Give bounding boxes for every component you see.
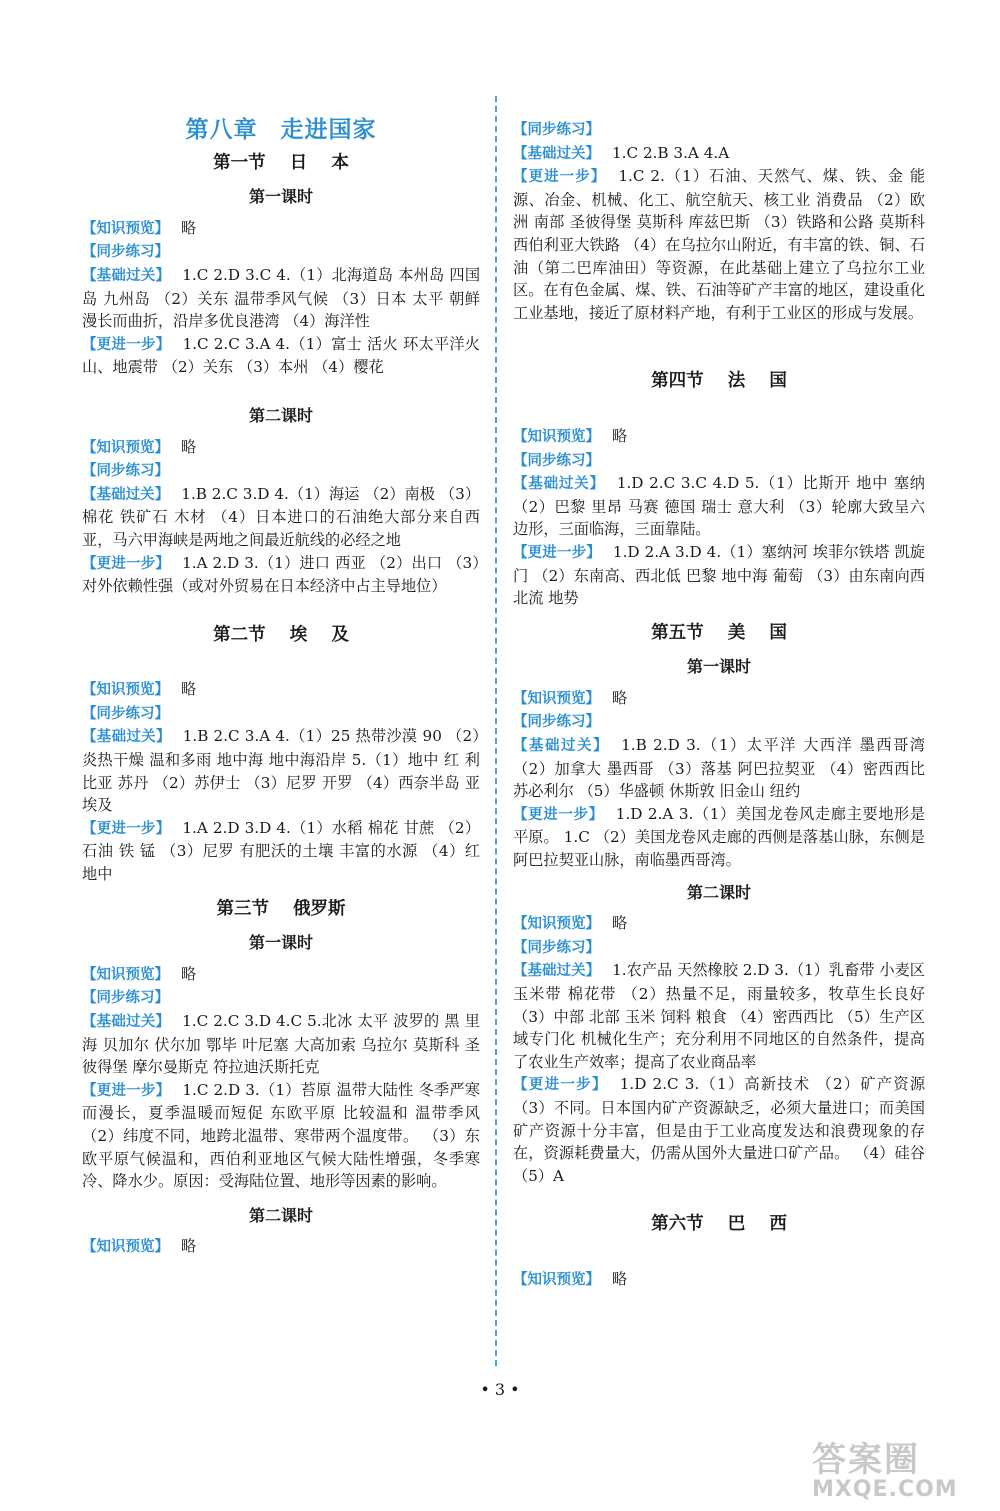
sync-tag: 【同步练习】 [513, 452, 600, 469]
further-tag: 【更进一步】 [513, 806, 604, 823]
right-column: 【同步练习】 【基础过关】 1.C 2.B 3.A 4.A 【更进一步】 1.C 2.（1）石油、天然气、煤、铁、金 能源、冶金、机械、化工、航空航天、核工业 消费品 （2）欧洲 南部 圣彼得堡 莫斯科 库兹巴斯 （3）铁路和公路 莫斯科 西伯利亚大铁路 （4）在乌拉尔山附近，有丰富的铁、铜、石油（第二巴库油田）等资源，在此基础上建立了乌拉尔工业区。在有色金属、煤、铁、石油等矿产丰富的地区，建设重化工业基地，接近了原材料产地，有利于工业区的形成与发展。 第四节 法 国 【知识预览】 略 【同步练习】 【基础过关】 1.D 2.C 3.C 4.D 5.（1）比斯开 地中 塞纳 （2）巴黎 里昂 马赛 德国 瑞士 意大利 （3）轮廓大致呈六边形，三面临海，三面靠陆。 【更进一步】 1.D 2.A 3.D 4.（1）塞纳河 埃菲尔铁塔 凯旋门 （2）东南高、西北低 巴黎 地中海 葡萄 （3）由东南向西北流 地势 第五节 美 国 第一课时 【知识预览】 略 【同步练习】 【基础过关】 1.B 2.D 3.（1）太平洋 大西洋 墨西哥湾 （2）加拿大 墨西哥 （3）落基 阿巴拉契亚 （4）密西西比 苏必利尔 （5）华盛顿 休斯敦 旧金山 纽约 【更进一步】 1.D 2.A 3.（1）美国龙卷风走廊主要地形是平原。 1.C （2）美国龙卷风走廊的西侧是落基山脉，东侧是阿巴拉契亚山脉，南临墨西哥湾。 第二课时 【知识预览】 略 【同步练习】 【基础过关】 1.农产品 天然橡胶 2.D 3.（1）乳畜带 小麦区 玉米带 棉花带 （2）热量不足，雨量较多，牧草生长良好 （3）中部 北部 玉米 饲料 粮食 （4）密西西比 （5）生产区域专门化 机械化生产；充分利用不同地区的自然条件，提高了农业生产效率；提高了农业商品率 【更进一步】 1.D 2.C 3.（1）高新技术 （2）矿产资源 （3）不同。日本国内矿产资源缺乏，必须大量进口；而美国矿产资源十分丰富，但是由于工业高度发达和浪费现象的存在，资源耗费量大，仍需从国外大量进口矿产品。 （4）硅谷 （5）A 第六节 巴 西 【知识预览】 略 [513, 122, 926, 1288]
answer-row: 【基础过关】 1.C 2.B 3.A 4.A [513, 143, 730, 162]
lesson-title: 第一课时 [248, 187, 313, 207]
answer-row: 【基础过关】 1.农产品 天然橡胶 2.D 3.（1）乳畜带 小麦区 玉米带 棉花带 （2）热量不足，雨量较多，牧草生长良好 （3）中部 北部 玉米 饲料 粮食 （4）密西西比 （5）生产区域专门化 机械化生产；充分利用不同地区的自然条件，提高了农业生产效率；提高了农业商品率 [513, 961, 925, 1071]
preview-tag: 【知识预览】 [513, 428, 600, 445]
further-tag: 【更进一步】 [82, 555, 171, 572]
section-title-japan: 第一节 日 本 [213, 152, 349, 173]
left-column: 第八章 走进国家 第一节 日 本 第一课时 【知识预览】 略 【同步练习】 【基础过关】 1.C 2.D 3.C 4.（1）北海道岛 本州岛 四国岛 九州岛 （2）关东 温带季风气候 （3）日本 太平 朝鲜 漫长而曲折，沿岸多优良港湾 （4）海洋性 【更进一步】 1.C 2.C 3.A 4.（1）富士 活火 环太平洋火山、地震带 （2）关东 （3）本州 （4）樱花 第二课时 【知识预览】 略 【同步练习】 【基础过关】 1.B 2.C 3.D 4.（1）海运 （2）南极 （3）棉花 铁矿石 木材 （4）日本进口的石油绝大部分来自西亚，马六甲海峡是两地之间最近航线的必经之地 【更进一步】 1.A 2.D 3.（1）进口 西亚 （2）出口 （3）对外依赖性强（或对外贸易在日本经济中占主导地位） 第二节 埃 及 【知识预览】 略 【同步练习】 【基础过关】 1.B 2.C 3.A 4.（1）25 热带沙漠 90 （2）炎热干燥 温和多雨 地中海 地中海沿岸 5.（1）地中 红 利比亚 苏丹 （2）苏伊士 （3）尼罗 开罗 （4）西奈半岛 亚 埃及 【更进一步】 1.A 2.D 3.D 4.（1）水稻 棉花 甘蔗 （2）石油 铁 锰 （3）尼罗 有肥沃的土壤 丰富的水源 （4）红 地中 第三节 俄罗斯 第一课时 【知识预览】 略 【同步练习】 【基础过关】 1.C 2.C 3.D 4.C 5.北冰 太平 波罗的 黑 里海 贝加尔 伏尔加 鄂毕 叶尼塞 大高加索 乌拉尔 莫斯科 圣彼得堡 摩尔曼斯克 符拉迪沃斯托克 【更进一步】 1.C 2.D 3.（1）苔原 温带大陆性 冬季严寒而漫长，夏季温暖而短促 东欧平原 比较温和 温带季风 （2）纬度不同，地跨北温带、寒带两个温度带。 （3）东欧平原气候温和，西伯利亚地区气候大陆性增强，冬季寒冷、降水少。原因：受海陆位置、地形等因素的影响。 第二课时 【知识预览】 略 [82, 117, 481, 1256]
lesson-title: 第二课时 [248, 405, 313, 425]
answer-row: 【更进一步】 1.C 2.D 3.（1）苔原 温带大陆性 冬季严寒而漫长，夏季温暖而短促 东欧平原 比较温和 温带季风 （2）纬度不同，地跨北温带、寒带两个温度带。 （3）东欧平原气候温和，西伯利亚地区气候大陆性增强，冬季寒冷、降水少。原因：受海陆位置、地形等因素的影响。 [82, 1080, 480, 1191]
page-number: • 3 • [480, 1380, 520, 1399]
preview-tag: 【知识预览】 [82, 439, 169, 456]
section-title-egypt: 第二节 埃 及 [213, 624, 349, 645]
preview-tag: 【知识预览】 [513, 916, 600, 933]
answer-row: 【更进一步】 1.D 2.A 3.（1）美国龙卷风走廊主要地形是平原。 1.C （2）美国龙卷风走廊的西侧是落基山脉，东侧是阿巴拉契亚山脉，南临墨西哥湾。 [513, 804, 926, 870]
sync-tag: 【同步练习】 [82, 244, 169, 261]
preview-tag: 【知识预览】 [82, 220, 169, 237]
sync-tag: 【同步练习】 [82, 705, 169, 722]
further-tag: 【更进一步】 [513, 169, 607, 186]
answer-row: 【基础过关】 1.B 2.D 3.（1）太平洋 大西洋 墨西哥湾 （2）加拿大 墨西哥 （3）落基 阿巴拉契亚 （4）密西西比 苏必利尔 （5）华盛顿 休斯敦 旧金山 纽约 [513, 736, 925, 801]
answer-row: 【更进一步】 1.A 2.D 3.D 4.（1）水稻 棉花 甘蔗 （2）石油 铁 锰 （3）尼罗 有肥沃的土壤 丰富的水源 （4）红 地中 [82, 818, 481, 884]
further-tag: 【更进一步】 [82, 336, 171, 353]
lesson-title: 第二课时 [248, 1205, 313, 1225]
answer-row: 【更进一步】 1.D 2.C 3.（1）高新技术 （2）矿产资源 （3）不同。日本国内矿产资源缺乏，必须大量进口；而美国矿产资源十分丰富，但是由于工业高度发达和浪费现象的存在，资源耗费量大，仍需从国外大量进口矿产品。 （4）硅谷 （5）A [513, 1075, 926, 1185]
answer-row: 【基础过关】 1.C 2.C 3.D 4.C 5.北冰 太平 波罗的 黑 里海 贝加尔 伏尔加 鄂毕 叶尼塞 大高加索 乌拉尔 莫斯科 圣彼得堡 摩尔曼斯克 符拉迪沃斯托克 [82, 1012, 480, 1077]
basic-tag: 【基础过关】 [82, 1014, 171, 1030]
preview-tag: 【知识预览】 [513, 690, 600, 707]
sync-tag: 【同步练习】 [82, 990, 169, 1007]
lesson-title: 第二课时 [686, 882, 751, 902]
basic-tag: 【基础过关】 [513, 145, 600, 162]
sync-tag: 【同步练习】 [513, 122, 600, 138]
answer-row: 【更进一步】 1.C 2.C 3.A 4.（1）富士 活火 环太平洋火山、地震带 （2）关东 （3）本州 （4）樱花 [82, 334, 480, 377]
answer-row: 【基础过关】 1.B 2.C 3.D 4.（1）海运 （2）南极 （3）棉花 铁矿石 木材 （4）日本进口的石油绝大部分来自西亚，马六甲海峡是两地之间最近航线的必经之地 [82, 484, 481, 549]
further-tag: 【更进一步】 [513, 1077, 608, 1094]
lesson-title: 第一课时 [686, 657, 751, 677]
answer-row: 【基础过关】 1.D 2.C 3.C 4.D 5.（1）比斯开 地中 塞纳 （2）巴黎 里昂 马赛 德国 瑞士 意大利 （3）轮廓大致呈六边形，三面临海，三面靠陆。 [513, 474, 925, 539]
basic-tag: 【基础过关】 [513, 476, 605, 493]
basic-tag: 【基础过关】 [82, 267, 171, 284]
basic-tag: 【基础过关】 [82, 486, 170, 503]
further-tag: 【更进一步】 [82, 820, 171, 837]
answer-row: 【更进一步】 1.D 2.A 3.D 4.（1）塞纳河 埃菲尔铁塔 凯旋门 （2）东南高、西北低 巴黎 地中海 葡萄 （3）由东南向西北流 地势 [513, 542, 925, 608]
watermark-logo: 答案圈 MXQE.COM [812, 1440, 958, 1502]
preview-tag: 【知识预览】 [82, 966, 169, 983]
section-title-russia: 第三节 俄罗斯 [216, 898, 346, 919]
further-tag: 【更进一步】 [513, 544, 601, 561]
section-title-france: 第四节 法 国 [651, 371, 787, 392]
preview-tag: 【知识预览】 [82, 682, 169, 699]
lesson-title: 第一课时 [248, 933, 313, 953]
sync-tag: 【同步练习】 [513, 714, 600, 731]
sync-tag: 【同步练习】 [513, 939, 600, 956]
basic-tag: 【基础过关】 [82, 729, 171, 746]
column-divider [495, 96, 497, 1366]
section-title-usa: 第五节 美 国 [651, 622, 787, 643]
preview-tag: 【知识预览】 [513, 1271, 600, 1288]
answer-row: 【更进一步】 1.C 2.（1）石油、天然气、煤、铁、金 能源、冶金、机械、化工、航空航天、核工业 消费品 （2）欧洲 南部 圣彼得堡 莫斯科 库兹巴斯 （3）铁路和公路 莫斯科 西伯利亚大铁路 （4）在乌拉尔山附近，有丰富的铁、铜、石油（第二巴库油田）等资源，在此基础上建立了乌拉尔工业区。在有色金属、煤、铁、石油等矿产丰富的地区，建设重化工业基地，接近了原材料产地，有利于工业区的形成与发展。 [513, 167, 926, 322]
sync-tag: 【同步练习】 [82, 463, 169, 480]
answer-row: 【基础过关】 1.C 2.D 3.C 4.（1）北海道岛 本州岛 四国岛 九州岛 （2）关东 温带季风气候 （3）日本 太平 朝鲜 漫长而曲折，沿岸多优良港湾 （4）海洋性 [82, 265, 481, 331]
answer-row: 【基础过关】 1.B 2.C 3.A 4.（1）25 热带沙漠 90 （2）炎热干燥 温和多雨 地中海 地中海沿岸 5.（1）地中 红 利比亚 苏丹 （2）苏伊士 （3）尼罗 开罗 （4）西奈半岛 亚 埃及 [82, 727, 481, 815]
answer-row: 【知识预览】 略 [82, 218, 197, 237]
basic-tag: 【基础过关】 [513, 963, 601, 980]
section-title-brazil: 第六节 巴 西 [651, 1214, 787, 1235]
answer-row: 【更进一步】 1.A 2.D 3.（1）进口 西亚 （2）出口 （3）对外依赖性强（或对外贸易在日本经济中占主导地位） [82, 553, 480, 596]
chapter-title: 第八章 走进国家 [185, 117, 377, 143]
preview-tag: 【知识预览】 [82, 1239, 169, 1256]
further-tag: 【更进一步】 [82, 1082, 171, 1099]
basic-tag: 【基础过关】 [513, 738, 610, 755]
